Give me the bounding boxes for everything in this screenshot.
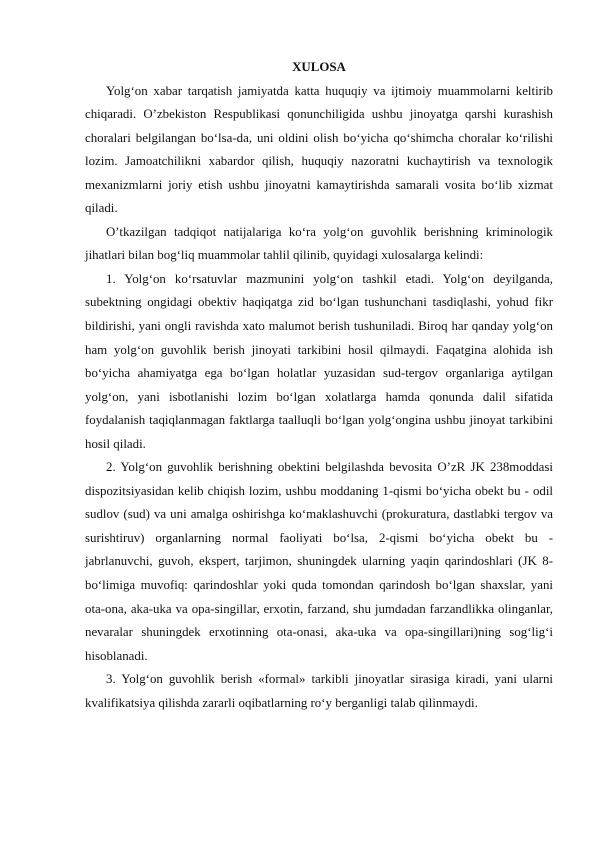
paragraph-research-summary: O’tkazilgan tadqiqot natijalariga ko‘ra yolg‘on guvohlik berishning kriminologik jihatlari bilan bog‘liq muammolar tahlil qilinib, quyidagi xulosalarga kelindi: [85, 224, 553, 263]
document-body [85, 56, 553, 715]
section-title: XULOSA [292, 60, 346, 74]
paragraph-conclusion-2: 2. Yolg‘on guvohlik berishning obektini belgilashda bevosita O’zR JK 238moddasi dispozitsiyasidan kelib chiqish lozim, ushbu moddaning 1-qismi bo‘yicha obekt bu - odil sudlov (sud) va uni amalga oshirishga ko‘maklashuvchi (prokuratura, dastlabki tergov va surishtiruv) organlarning normal faoliyati bo‘lsa, 2-qismi bo‘yicha obekt bu - jabrlanuvchi, guvoh, ekspert, tarjimon, shuningdek ularning yaqin qarindoshlari (JK 8-bo‘limiga muvofiq: qarindoshlar yoki quda tomondan qarindosh bo‘lgan shaxslar, yani ota-ona, aka-uka va opa-singillar, erxotin, farzand, shu jumdadan farzandlikka olinganlar, nevaralar shuningdek erxotinning ota-onasi, aka-uka va opa-singillari)ning sog‘lig‘i hisoblanadi. [85, 460, 553, 663]
paragraph-conclusion-1: 1. Yolg‘on ko‘rsatuvlar mazmunini yolg‘on tashkil etadi. Yolg‘on deyilganda, subektning ongidagi obektiv haqiqatga zid bo‘lgan tushunchani tasdiqlashi, yohud fikr bildirishi, yani ongli ravishda xato malumot berish tushuniladi. Biroq har qanday yolg‘on ham yolg‘on guvohlik berish jinoyati tarkibini hosil qilmaydi. Faqatgina alohida ish bo‘yicha ahamiyatga ega bo‘lgan holatlar yuzasidan sud-tergov organlariga aytilgan yolg‘on, yani isbotlanishi lozim bo‘lgan xolatlarga hamda qonunda dalil sifatida foydalanish taqiqlanmagan faktlarga taalluqli bo‘lgan yolg‘ongina ushbu jinoyat tarkibini hosil qiladi. [85, 271, 553, 451]
paragraph-conclusion-3: 3. Yolg‘on guvohlik berish «formal» tarkibli jinoyatlar sirasiga kiradi, yani ularni kvalifikatsiya qilishda zararli oqibatlarning ro‘y berganligi talab qilinmaydi. [85, 672, 553, 710]
paragraph-intro: Yolg‘on xabar tarqatish jamiyatda katta huquqiy va ijtimoiy muammolarni keltirib chiqaradi. O’zbekiston Respublikasi qonunchiligida ushbu jinoyatga qarshi kurashish choralari belgilangan bo‘lsa-da, uni oldini olish bo‘yicha qo‘shimcha choralar ko‘rilishi lozim. Jamoatchilikni xabardor qilish, huquqiy nazoratni kuchaytirish va texnologik mexanizmlarni joriy etish ushbu jinoyatni kamaytirishda samarali vosita bo‘lib xizmat qiladi. [85, 83, 553, 216]
